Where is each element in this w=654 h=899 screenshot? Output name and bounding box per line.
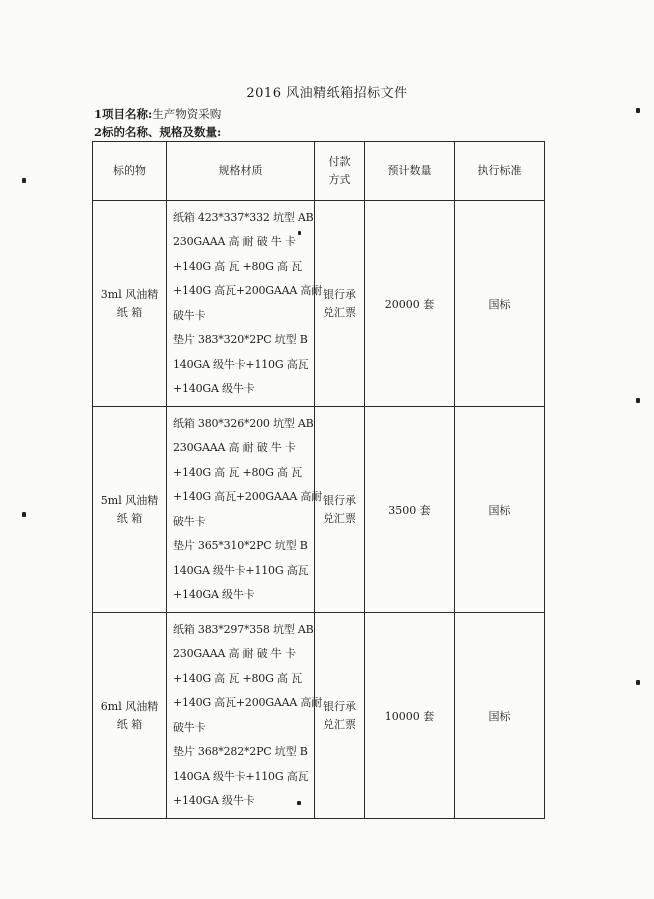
spec-line: 纸箱 383*297*358 坑型 AB bbox=[173, 622, 314, 636]
spec-line: +140G 高瓦+200GAAA 高耐 bbox=[173, 490, 323, 503]
table-row bbox=[93, 201, 545, 407]
spec-line: 纸箱 380*326*200 坑型 AB bbox=[173, 416, 314, 430]
item-name-line: 3ml 风油精 bbox=[100, 287, 159, 301]
spec-line: 破牛卡 bbox=[173, 720, 206, 734]
table-row bbox=[93, 407, 545, 613]
header-standard: 执行标准 bbox=[455, 142, 545, 201]
header-spec: 规格材质 bbox=[167, 142, 315, 201]
spec-cell bbox=[167, 201, 323, 407]
scan-speck bbox=[298, 231, 301, 235]
item-name-line: 5ml 风油精 bbox=[100, 493, 159, 507]
spec-line: 230GAAA 高 耐 破 牛 卡 bbox=[173, 441, 296, 454]
item-cell bbox=[93, 407, 167, 613]
item-name-line: 纸 箱 bbox=[116, 511, 143, 525]
section-2-heading bbox=[94, 124, 221, 140]
spec-line: +140G 高瓦+200GAAA 高耐 bbox=[173, 284, 323, 297]
section-2-label: 2标的名称、规格及数量: bbox=[94, 125, 222, 139]
spec-line: +140G 高 瓦 +80G 高 瓦 bbox=[173, 259, 302, 273]
payment-line: 银行承 bbox=[323, 699, 356, 713]
spec-line: 破牛卡 bbox=[173, 308, 206, 322]
payment-line: 兑汇票 bbox=[323, 717, 356, 731]
quantity-cell: 20000 套 bbox=[365, 201, 455, 407]
spec-line: +140GA 级牛卡 bbox=[173, 588, 255, 601]
spec-line: 破牛卡 bbox=[173, 514, 206, 528]
spec-line: 垫片 383*320*2PC 坑型 B bbox=[173, 333, 308, 346]
spec-cell bbox=[167, 613, 323, 819]
spec-cell bbox=[167, 407, 323, 613]
standard-cell: 国标 bbox=[455, 613, 545, 819]
document-title: 2016 风油精纸箱招标文件 bbox=[246, 86, 408, 101]
spec-line: +140G 高 瓦 +80G 高 瓦 bbox=[173, 465, 302, 479]
spec-line: +140G 高瓦+200GAAA 高耐 bbox=[173, 696, 323, 709]
standard-cell: 国标 bbox=[455, 407, 545, 613]
spec-line: +140GA 级牛卡 bbox=[173, 382, 255, 395]
spec-line: +140GA 级牛卡 bbox=[173, 794, 255, 807]
header-payment-line: 方式 bbox=[328, 173, 351, 186]
header-payment bbox=[315, 142, 365, 201]
item-name-line: 纸 箱 bbox=[116, 305, 143, 319]
payment-cell bbox=[315, 407, 365, 613]
header-payment-line: 付款 bbox=[328, 155, 351, 168]
spec-table bbox=[92, 141, 545, 819]
project-name-line bbox=[94, 106, 221, 122]
payment-cell bbox=[315, 201, 365, 407]
header-item: 标的物 bbox=[93, 142, 167, 201]
spec-line: 垫片 365*310*2PC 坑型 B bbox=[173, 539, 308, 552]
spec-line: 230GAAA 高 耐 破 牛 卡 bbox=[173, 647, 296, 660]
item-name-line: 6ml 风油精 bbox=[100, 699, 159, 713]
payment-line: 兑汇票 bbox=[323, 511, 356, 525]
spec-line: 140GA 级牛卡+110G 高瓦 bbox=[173, 563, 309, 577]
item-cell bbox=[93, 201, 167, 407]
payment-line: 兑汇票 bbox=[323, 305, 356, 319]
scan-speck bbox=[22, 178, 26, 183]
quantity-cell: 3500 套 bbox=[365, 407, 455, 613]
item-cell bbox=[93, 613, 167, 819]
quantity-cell: 10000 套 bbox=[365, 613, 455, 819]
header-quantity: 预计数量 bbox=[365, 142, 455, 201]
table-header-row bbox=[93, 142, 545, 201]
scan-speck bbox=[22, 512, 26, 517]
scan-speck bbox=[636, 680, 640, 685]
payment-line: 银行承 bbox=[323, 493, 356, 507]
spec-line: +140G 高 瓦 +80G 高 瓦 bbox=[173, 671, 302, 685]
item-name-line: 纸 箱 bbox=[116, 717, 143, 731]
standard-cell: 国标 bbox=[455, 201, 545, 407]
spec-line: 140GA 级牛卡+110G 高瓦 bbox=[173, 357, 309, 371]
project-name-label: 1项目名称: bbox=[94, 107, 153, 121]
project-name-value: 生产物资采购 bbox=[152, 107, 222, 121]
scan-speck bbox=[636, 108, 640, 113]
spec-line: 230GAAA 高 耐 破 牛 卡 bbox=[173, 235, 296, 248]
payment-cell bbox=[315, 613, 365, 819]
spec-line: 140GA 级牛卡+110G 高瓦 bbox=[173, 769, 309, 783]
scan-speck bbox=[297, 801, 301, 805]
spec-line: 垫片 368*282*2PC 坑型 B bbox=[173, 745, 308, 758]
scan-speck bbox=[636, 398, 640, 403]
table-row bbox=[93, 613, 545, 819]
spec-line: 纸箱 423*337*332 坑型 AB bbox=[173, 210, 314, 224]
payment-line: 银行承 bbox=[323, 287, 356, 301]
